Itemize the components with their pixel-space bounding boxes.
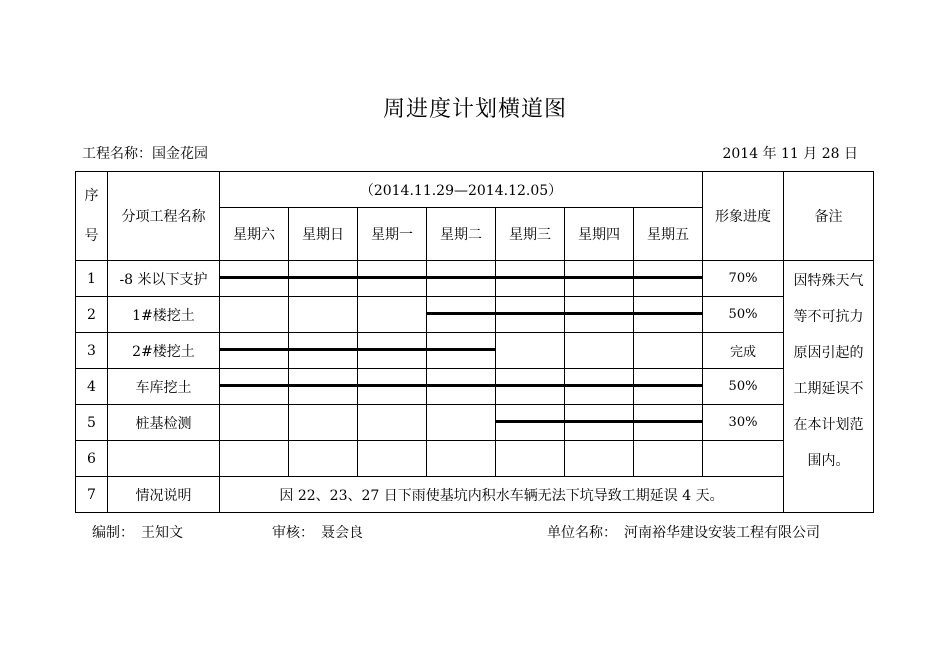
report-date: 2014 年 11 月 28 日 [722, 146, 858, 162]
table-row [76, 405, 874, 441]
gantt-cell [634, 333, 703, 369]
gantt-cell [565, 297, 634, 333]
row-item-name: -8 米以下支护 [108, 261, 220, 297]
row-progress: 完成 [703, 333, 784, 369]
gantt-cell [358, 441, 427, 477]
gantt-cell [358, 297, 427, 333]
project-name: 工程名称：国金花园 [82, 146, 208, 162]
gantt-cell [496, 333, 565, 369]
item-header: 分项工程名称 [108, 172, 220, 261]
remark-text: 因特殊天气等不可抗力原因引起的工期延误不在本计划范围内。 [793, 273, 864, 469]
gantt-cell [565, 405, 634, 441]
table-row [76, 297, 874, 333]
gantt-cell [427, 297, 496, 333]
note-label: 情况说明 [108, 477, 220, 513]
row-seq: 5 [76, 405, 108, 441]
gantt-cell [496, 369, 565, 405]
gantt-cell [634, 297, 703, 333]
day-header: 星期五 [634, 208, 703, 261]
gantt-cell [565, 441, 634, 477]
gantt-cell [496, 297, 565, 333]
seq-header [76, 172, 108, 261]
gantt-cell [220, 333, 289, 369]
gantt-cell [634, 261, 703, 297]
compiler: 编制： 王知文 [92, 525, 183, 541]
table-row [76, 261, 874, 297]
row-item-name: 车库挖土 [108, 369, 220, 405]
row-progress [703, 441, 784, 477]
seq-header-line1: 序 [84, 188, 99, 204]
table-row [76, 441, 874, 477]
gantt-cell [220, 297, 289, 333]
gantt-cell [220, 405, 289, 441]
remark-note [784, 261, 874, 513]
row-seq: 1 [76, 261, 108, 297]
gantt-cell [634, 441, 703, 477]
row-seq: 6 [76, 441, 108, 477]
gantt-cell [289, 261, 358, 297]
gantt-cell [289, 369, 358, 405]
gantt-cell [496, 261, 565, 297]
seq-header-line2: 号 [84, 228, 99, 244]
reviewer: 审核： 聂会良 [272, 525, 363, 541]
gantt-cell [427, 261, 496, 297]
row-item-name [108, 441, 220, 477]
row-seq: 2 [76, 297, 108, 333]
row-item-name: 1#楼挖土 [108, 297, 220, 333]
gantt-cell [565, 261, 634, 297]
row-seq: 4 [76, 369, 108, 405]
gantt-cell [358, 369, 427, 405]
gantt-cell [565, 369, 634, 405]
day-header: 星期二 [427, 208, 496, 261]
gantt-cell [220, 441, 289, 477]
gantt-cell [220, 261, 289, 297]
progress-header: 形象进度 [703, 172, 784, 261]
row-seq: 3 [76, 333, 108, 369]
day-header: 星期四 [565, 208, 634, 261]
gantt-cell [427, 441, 496, 477]
gantt-cell [634, 405, 703, 441]
table-row [76, 333, 874, 369]
gantt-cell [289, 333, 358, 369]
gantt-cell [427, 405, 496, 441]
table-row [76, 369, 874, 405]
row-progress: 50% [703, 297, 784, 333]
note-text: 因 22、23、27 日下雨使基坑内积水车辆无法下坑导致工期延误 4 天。 [220, 477, 784, 513]
day-header: 星期日 [289, 208, 358, 261]
gantt-cell [289, 405, 358, 441]
day-header: 星期六 [220, 208, 289, 261]
company-name: 单位名称： 河南裕华建设安装工程有限公司 [547, 525, 820, 541]
remark-header: 备注 [784, 172, 874, 261]
gantt-cell [427, 369, 496, 405]
row-progress: 70% [703, 261, 784, 297]
gantt-cell [496, 441, 565, 477]
gantt-cell [289, 297, 358, 333]
page-title: 周进度计划横道图 [382, 97, 567, 122]
gantt-cell [220, 369, 289, 405]
gantt-cell [289, 441, 358, 477]
gantt-cell [358, 333, 427, 369]
day-header: 星期三 [496, 208, 565, 261]
gantt-cell [427, 333, 496, 369]
period-header: （2014.11.29—2014.12.05） [220, 172, 703, 208]
gantt-cell [634, 369, 703, 405]
gantt-cell [496, 405, 565, 441]
gantt-cell [358, 405, 427, 441]
row-progress: 30% [703, 405, 784, 441]
schedule-table [75, 171, 874, 513]
note-row [76, 477, 874, 513]
row-progress: 50% [703, 369, 784, 405]
day-header: 星期一 [358, 208, 427, 261]
row-item-name: 2#楼挖土 [108, 333, 220, 369]
row-seq: 7 [76, 477, 108, 513]
gantt-cell [565, 333, 634, 369]
gantt-cell [358, 261, 427, 297]
row-item-name: 桩基检测 [108, 405, 220, 441]
